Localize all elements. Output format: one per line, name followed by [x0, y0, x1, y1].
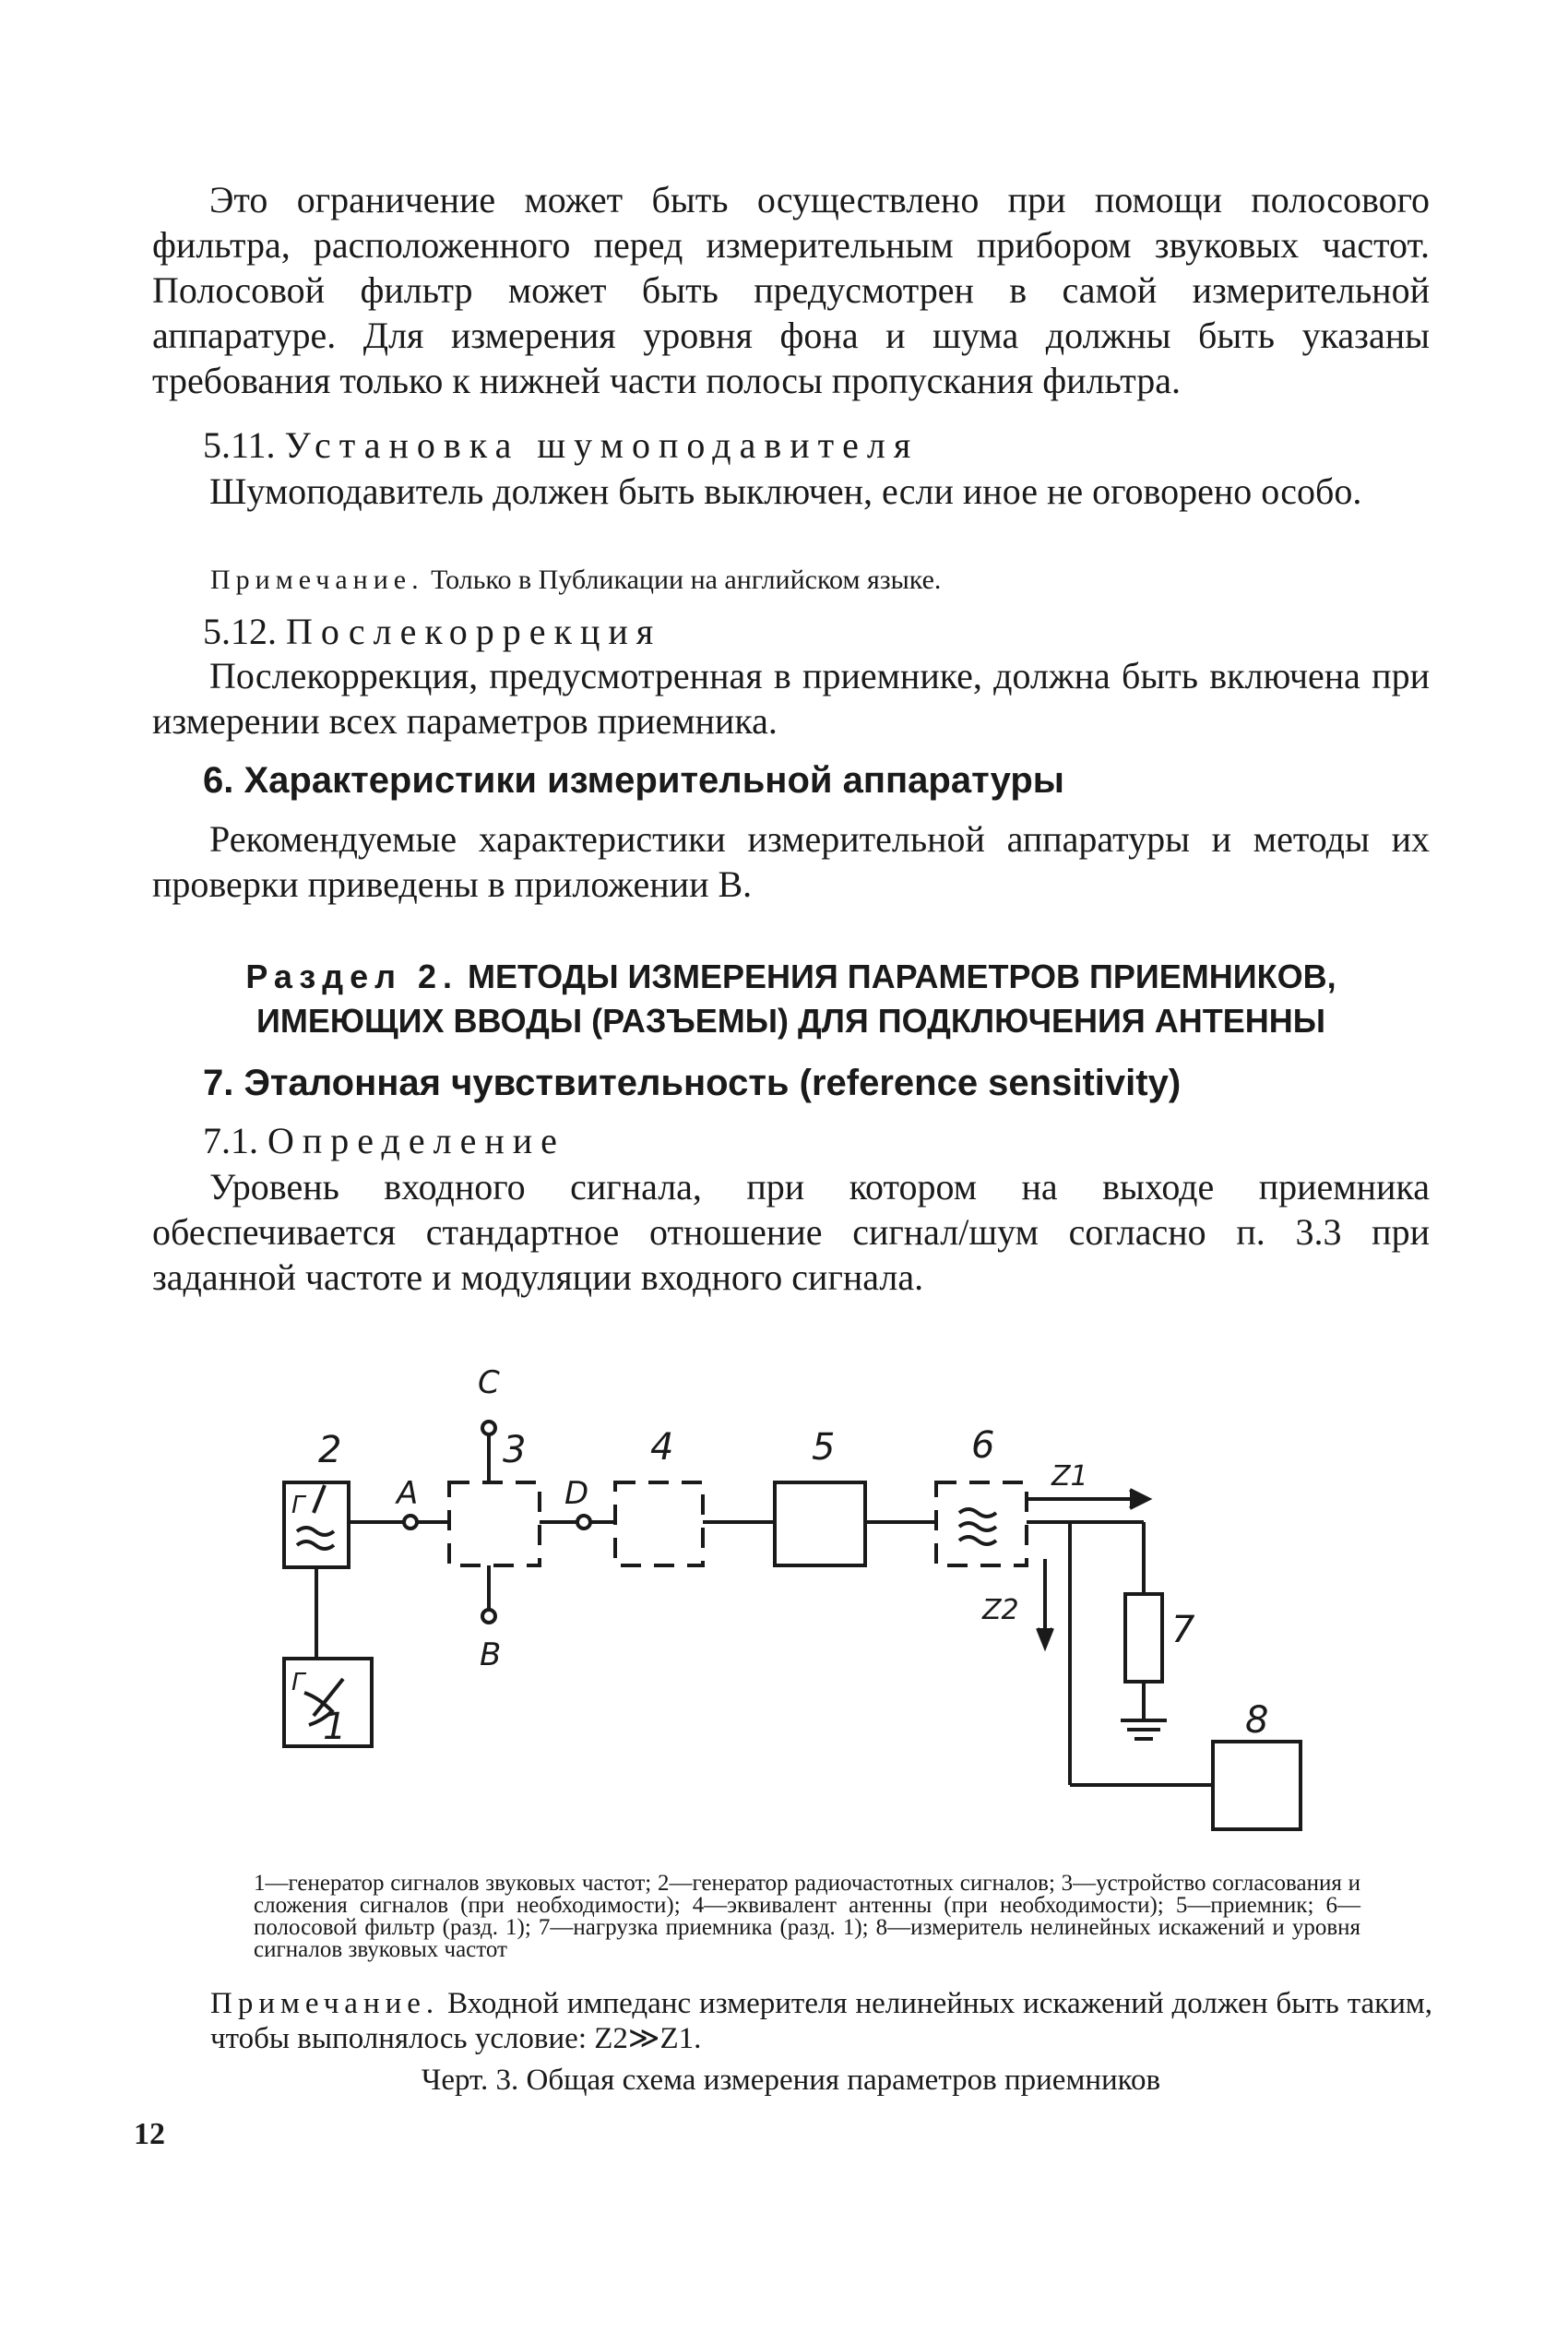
heading-number: 5.12.	[203, 611, 277, 652]
label-5: 5	[812, 1426, 836, 1469]
paragraph-equipment: Рекомендуемые характеристики измерительной аппаратуры и методы их проверки приведены в приложении В.	[152, 818, 1430, 905]
heading-title: Установка шумоподавителя	[284, 424, 920, 466]
label-3: 3	[503, 1429, 527, 1471]
paragraph-bandpass: Это ограничение может быть осуществлено при помощи полосового фильтра, расположенного перед измерительным прибором звуковых частот. Полосовой фильтр может быть предусмотрен в самой измерительной аппаратуре. Для измерения уровня фона и шума должны быть указаны требования только к нижней части полосы пропускания фильтра.	[152, 179, 1430, 401]
page-number: 12	[134, 2117, 165, 2151]
paragraph-definition: Уровень входного сигнала, при котором на выходе приемника обеспечивается стандартное отношение сигнал/шум согласно п. 3.3 при заданной частоте и модуляции входного сигнала.	[152, 1166, 1430, 1298]
heading-number: 7.1.	[203, 1120, 258, 1161]
block-7-load	[1125, 1594, 1162, 1682]
paragraph-noise-suppressor: Шумоподавитель должен быть выключен, если иное не оговорено особо.	[209, 470, 1362, 512]
note-label: Примечание.	[210, 1987, 440, 2020]
block-5-receiver	[775, 1482, 865, 1565]
label-4: 4	[650, 1426, 674, 1469]
label-6: 6	[971, 1424, 995, 1467]
note-text: Только в Публикации на английском языке.	[431, 565, 942, 595]
label-1: 1	[323, 1706, 347, 1748]
label-D: D	[564, 1475, 589, 1512]
paragraph-post-correction: Послекоррекция, предусмотренная в приемнике, должна быть включена при измерении всех параметров приемника.	[152, 655, 1430, 742]
label-B: B	[480, 1636, 502, 1673]
generator-symbol-2: Г	[291, 1492, 305, 1519]
heading-title: Послекоррекция	[286, 611, 662, 652]
note-label: Примечание.	[210, 565, 424, 595]
label-7: 7	[1171, 1609, 1195, 1651]
label-8: 8	[1245, 1699, 1269, 1742]
figure-title: Черт. 3. Общая схема измерения параметров приемников	[421, 2064, 1161, 2097]
generator-symbol-1: Г	[291, 1669, 305, 1696]
note-text: Входной импеданс измерителя нелинейных искажений должен быть таким, чтобы выполнялось условие: Z2≫Z1.	[210, 1987, 1432, 2055]
heading-6: 6. Характеристики измерительной аппаратуры	[203, 760, 1064, 801]
heading-title: Определение	[267, 1120, 565, 1161]
heading-number: 5.11.	[203, 424, 276, 466]
heading-7: 7. Эталонная чувствительность (reference sensitivity)	[203, 1063, 1182, 1103]
label-A: A	[397, 1475, 419, 1512]
block-6-bandpass-filter	[936, 1482, 1027, 1565]
block-8-distortion-meter	[1213, 1742, 1301, 1829]
label-z2: Z2	[982, 1594, 1019, 1626]
block-4-antenna-equivalent	[615, 1482, 703, 1565]
label-2: 2	[318, 1429, 342, 1471]
label-z1: Z1	[1051, 1460, 1088, 1493]
label-C: C	[478, 1364, 500, 1401]
section-title-line2: ИМЕЮЩИХ ВВОДЫ (РАЗЪЕМЫ) ДЛЯ ПОДКЛЮЧЕНИЯ АНТЕННЫ	[255, 1002, 1326, 1040]
figure-note	[210, 1986, 1432, 2056]
section-title-line1: МЕТОДЫ ИЗМЕРЕНИЯ ПАРАМЕТРОВ ПРИЕМНИКОВ,	[468, 958, 1336, 995]
section-label: Раздел 2.	[245, 958, 459, 995]
block-3-matching-device	[449, 1482, 540, 1565]
figure-legend: 1—генератор сигналов звуковых частот; 2—генератор радиочастотных сигналов; 3—устройство согласования и сложения сигналов (при необходимости); 4—эквивалент антенны (при необходимости); 5—приемник; 6—полосовой фильтр (разд. 1); 7—нагрузка приемника (разд. 1); 8—измеритель нелинейных искажений и уровня сигналов звуковых частот	[254, 1871, 1360, 1962]
